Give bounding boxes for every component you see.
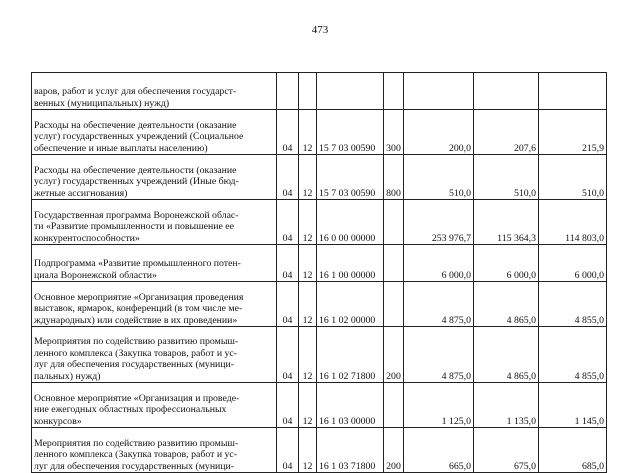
- target-article-cell: 15 7 03 00590: [317, 110, 384, 155]
- amount-year3-cell: 215,9: [539, 110, 607, 155]
- amount-year1-cell: 510,0: [404, 155, 474, 200]
- description-line: Мероприятия по содействию развитию промыш-: [34, 336, 239, 347]
- table-row: [32, 383, 607, 428]
- description-line: циала Воронежской области»: [34, 269, 157, 281]
- amount-year1-cell: 4 875,0: [404, 282, 474, 327]
- amount-year2-cell: 4 865,0: [474, 282, 539, 327]
- description-line: Основное мероприятие «Организация и проведе-: [34, 392, 240, 404]
- amount-year1-cell: 253 976,7: [404, 200, 474, 245]
- target-article-cell: [317, 73, 384, 110]
- description-cell: [32, 383, 277, 428]
- subsection-code-cell: 12: [299, 383, 317, 428]
- table-row: [32, 327, 607, 383]
- amount-year1-cell: [404, 73, 474, 110]
- target-article-cell: 16 1 02 71800: [317, 327, 384, 383]
- amount-year2-cell: 1 135,0: [474, 383, 539, 428]
- subsection-code-cell: 12: [299, 245, 317, 282]
- amount-year1-cell: 6 000,0: [404, 245, 474, 282]
- page-number: 473: [311, 24, 329, 36]
- description-line: конкурсов»: [34, 415, 82, 427]
- amount-year2-cell: 510,0: [474, 155, 539, 200]
- description-cell: [32, 110, 277, 155]
- section-code-cell: 04: [277, 245, 299, 282]
- target-article-cell: 15 7 03 00590: [317, 155, 384, 200]
- expense-type-cell: [384, 73, 404, 110]
- description-line: услуг) государственных учреждений (Иные бюд-: [34, 176, 239, 187]
- section-code-cell: 04: [277, 200, 299, 245]
- subsection-code-cell: 12: [299, 110, 317, 155]
- description-cell: [32, 428, 277, 473]
- target-article-cell: 16 0 00 00000: [317, 200, 384, 245]
- description-cell: [32, 282, 277, 327]
- description-line: пальных) нужд): [34, 370, 101, 382]
- expense-type-cell: [384, 245, 404, 282]
- subsection-code-cell: 12: [299, 327, 317, 383]
- description-line: Подпрограмма «Развитие промышленного потен-: [34, 258, 241, 269]
- description-line: луг для обеспечения государственных (муници-: [34, 359, 235, 370]
- subsection-code-cell: 12: [299, 428, 317, 473]
- description-line: Государственная программа Воронежской облас-: [34, 209, 239, 221]
- target-article-cell: 16 1 03 00000: [317, 383, 384, 428]
- table-row: [32, 428, 607, 473]
- description-line: ние ежегодных областных профессиональных: [34, 404, 227, 415]
- table-row: [32, 245, 607, 282]
- section-code-cell: 04: [277, 110, 299, 155]
- amount-year2-cell: 4 865,0: [474, 327, 539, 383]
- expense-type-cell: [384, 200, 404, 245]
- amount-year2-cell: 6 000,0: [474, 245, 539, 282]
- description-line: выставок, ярмарок, конференций (в том числе ме-: [34, 303, 243, 314]
- table-row: [32, 73, 607, 110]
- amount-year3-cell: 4 855,0: [539, 327, 607, 383]
- table-row: [32, 110, 607, 155]
- table-row: [32, 282, 607, 327]
- amount-year3-cell: 510,0: [539, 155, 607, 200]
- amount-year2-cell: 207,6: [474, 110, 539, 155]
- description-line: Расходы на обеспечение деятельности (оказание: [34, 119, 237, 131]
- description-line: ленного комплекса (Закупка товаров, работ и ус-: [34, 449, 238, 460]
- description-line: Мероприятия по содействию развитию промыш-: [34, 437, 239, 449]
- amount-year1-cell: 1 125,0: [404, 383, 474, 428]
- description-cell: [32, 155, 277, 200]
- description-line: Основное мероприятие «Организация проведения: [34, 291, 244, 303]
- section-code-cell: 04: [277, 155, 299, 200]
- description-cell: [32, 200, 277, 245]
- expense-type-cell: [384, 383, 404, 428]
- amount-year3-cell: 4 855,0: [539, 282, 607, 327]
- section-code-cell: 04: [277, 282, 299, 327]
- description-line: Расходы на обеспечение деятельности (оказание: [34, 164, 237, 176]
- target-article-cell: 16 1 03 71800: [317, 428, 384, 473]
- subsection-code-cell: [299, 73, 317, 110]
- expense-type-cell: 800: [384, 155, 404, 200]
- description-line: ти «Развитие промышленности и повышение ее: [34, 221, 235, 232]
- description-line: обеспечение и иные выплаты населению): [34, 142, 208, 154]
- section-code-cell: [277, 73, 299, 110]
- budget-table: [31, 72, 607, 473]
- amount-year1-cell: 4 875,0: [404, 327, 474, 383]
- section-code-cell: 04: [277, 383, 299, 428]
- expense-type-cell: 200: [384, 428, 404, 473]
- amount-year1-cell: 200,0: [404, 110, 474, 155]
- amount-year3-cell: 6 000,0: [539, 245, 607, 282]
- description-line: венных (муниципальных) нужд): [34, 97, 170, 109]
- expense-type-cell: [384, 282, 404, 327]
- description-cell: [32, 245, 277, 282]
- amount-year3-cell: 114 803,0: [539, 200, 607, 245]
- amount-year1-cell: 665,0: [404, 428, 474, 473]
- amount-year2-cell: 675,0: [474, 428, 539, 473]
- description-line: ждународных) или содействие в их проведении»: [34, 314, 238, 326]
- table-body: [32, 73, 607, 473]
- description-cell: [32, 73, 277, 110]
- expense-type-cell: 300: [384, 110, 404, 155]
- subsection-code-cell: 12: [299, 155, 317, 200]
- description-line: услуг) государственных учреждений (Социальное: [34, 131, 244, 142]
- description-line: конкурентоспособности»: [34, 232, 140, 244]
- target-article-cell: 16 1 02 00000: [317, 282, 384, 327]
- subsection-code-cell: 12: [299, 200, 317, 245]
- section-code-cell: 04: [277, 428, 299, 473]
- subsection-code-cell: 12: [299, 282, 317, 327]
- amount-year2-cell: [474, 73, 539, 110]
- amount-year3-cell: 1 145,0: [539, 383, 607, 428]
- description-line: ленного комплекса (Закупка товаров, работ и ус-: [34, 347, 238, 359]
- description-line: варов, работ и услуг для обеспечения государст-: [34, 86, 237, 97]
- description-line: жетные ассигнования): [34, 187, 128, 199]
- section-code-cell: 04: [277, 327, 299, 383]
- table-row: [32, 155, 607, 200]
- expense-type-cell: 200: [384, 327, 404, 383]
- target-article-cell: 16 1 00 00000: [317, 245, 384, 282]
- description-line: луг для обеспечения государственных (муници-: [34, 460, 235, 472]
- amount-year2-cell: 115 364,3: [474, 200, 539, 245]
- amount-year3-cell: [539, 73, 607, 110]
- amount-year3-cell: 685,0: [539, 428, 607, 473]
- table-row: [32, 200, 607, 245]
- description-cell: [32, 327, 277, 383]
